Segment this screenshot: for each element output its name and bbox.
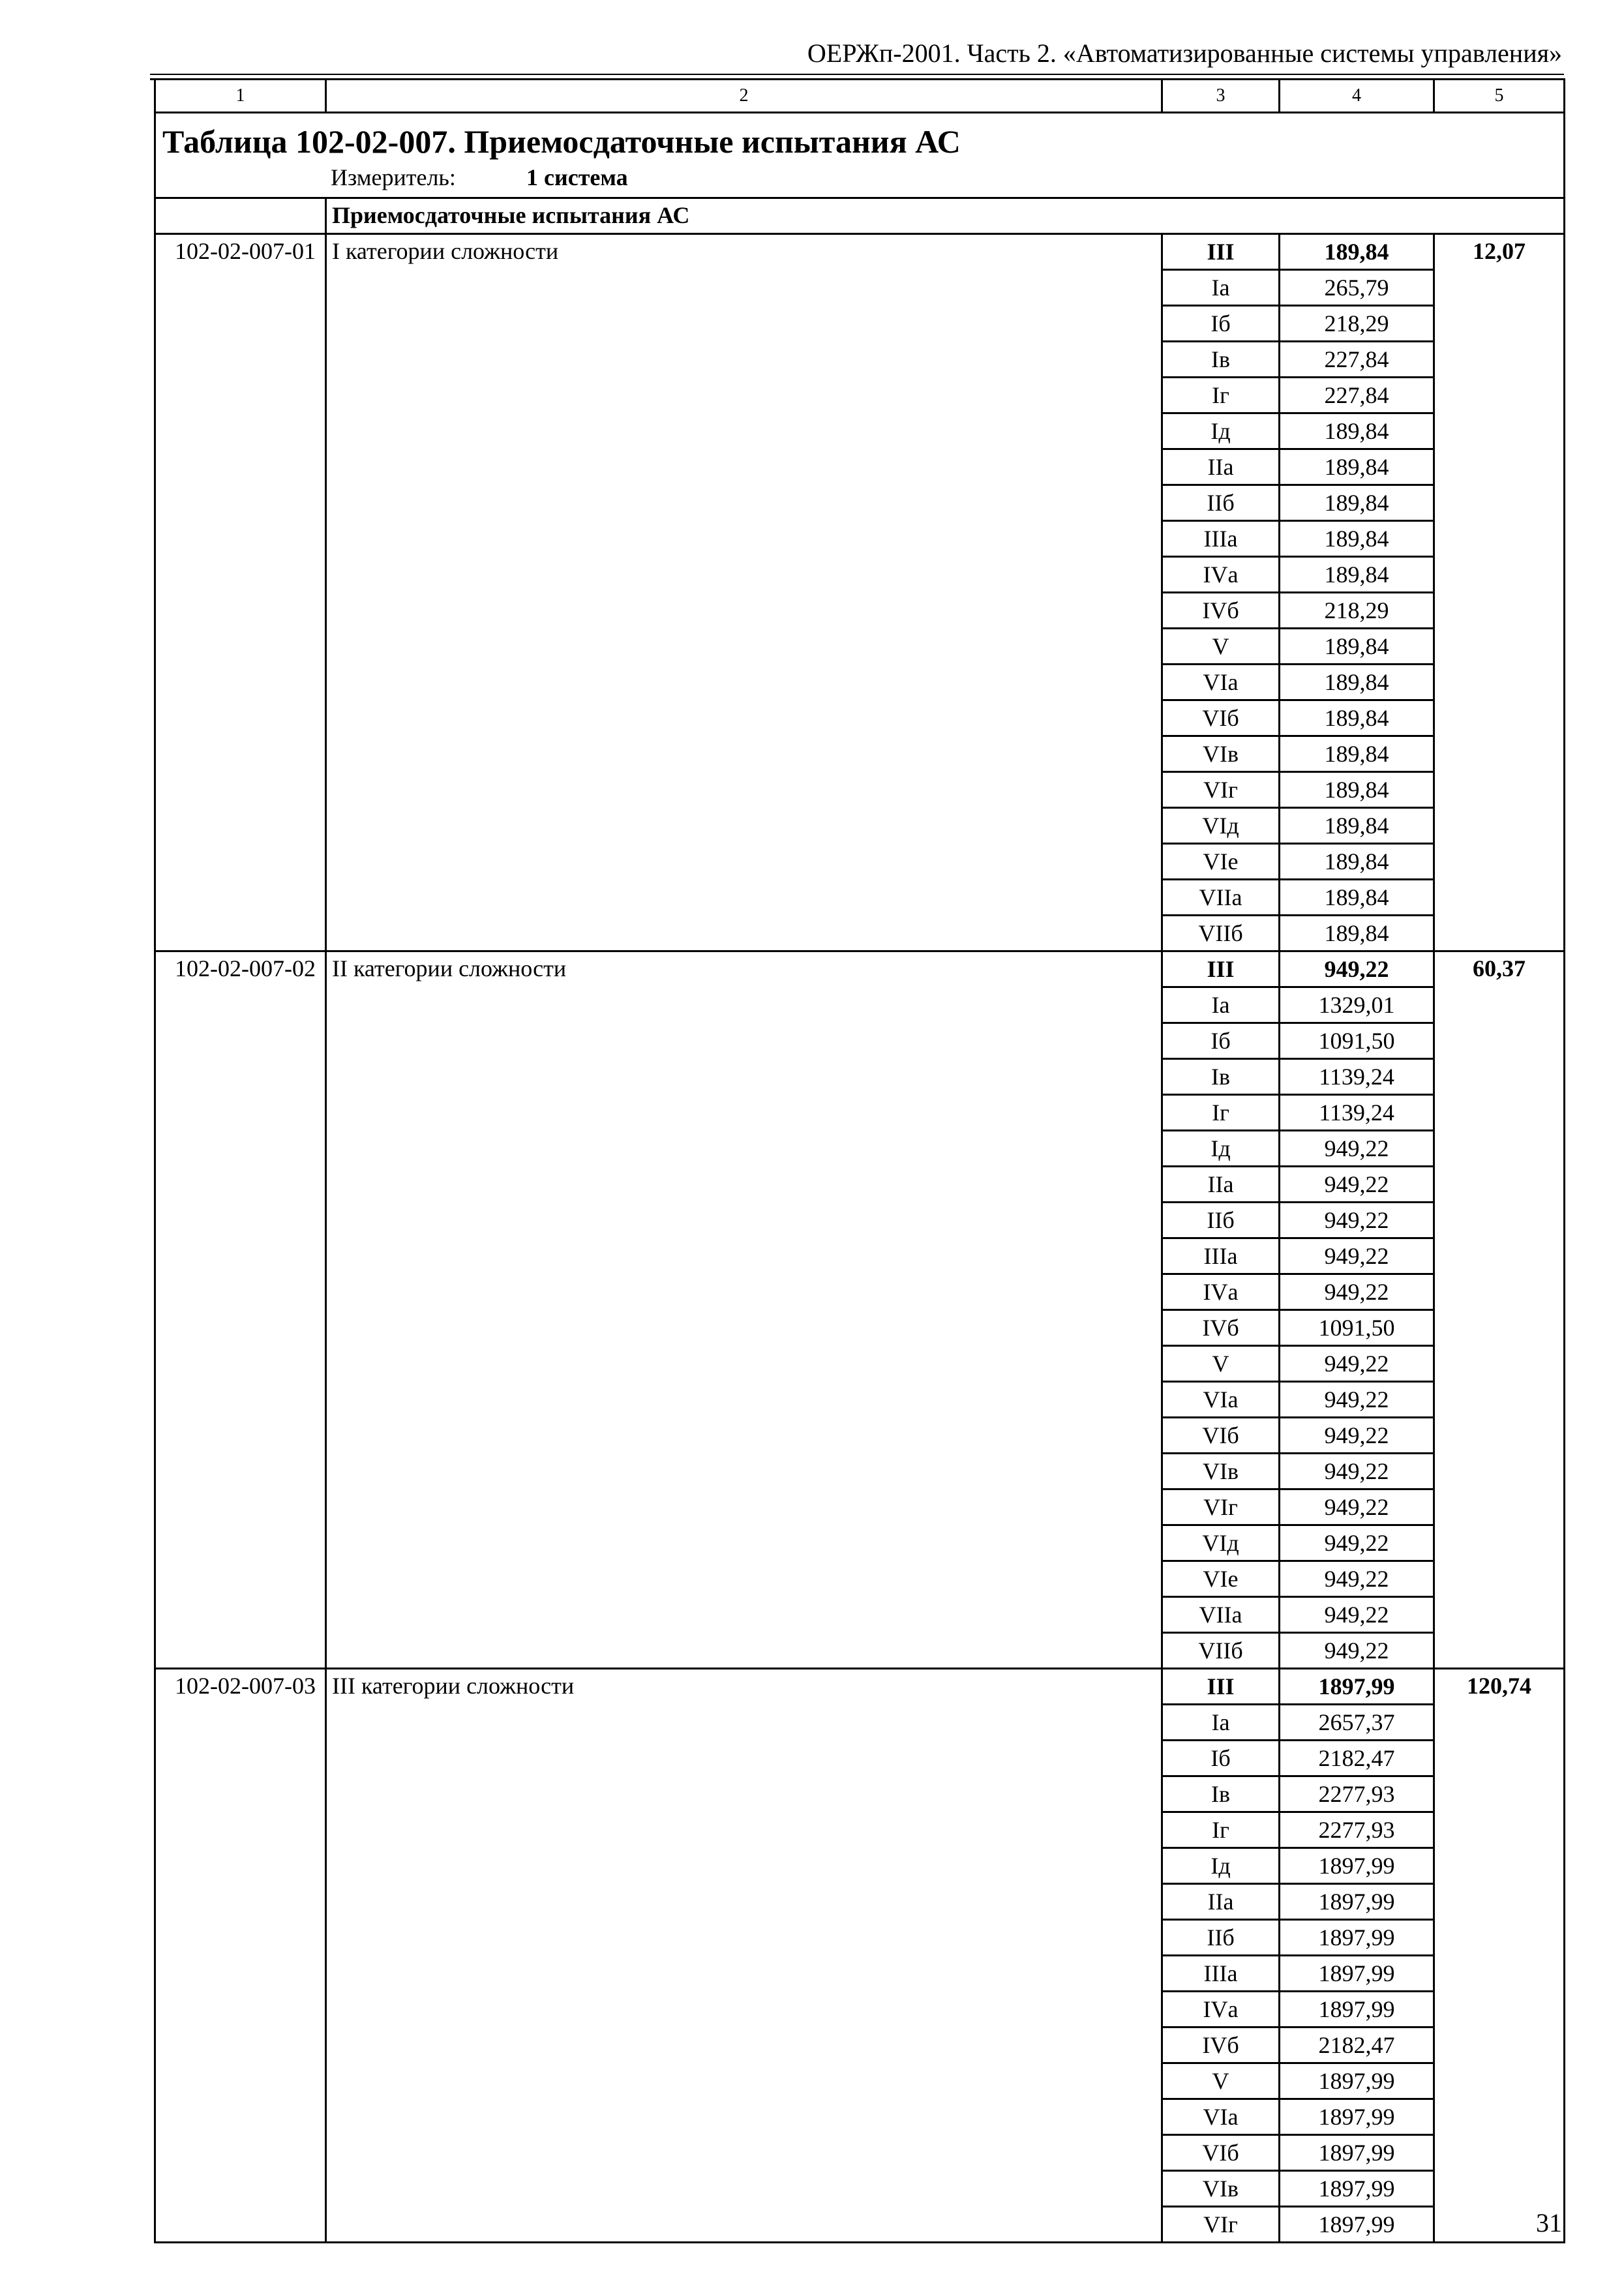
- zone-cell: VIв: [1162, 736, 1280, 772]
- running-header: ОЕРЖп-2001. Часть 2. «Автоматизированные системы управления»: [807, 38, 1562, 68]
- zone-cell: Iг: [1162, 1095, 1280, 1131]
- value-cell: 189,84: [1280, 413, 1434, 449]
- zone-cell: VIа: [1162, 665, 1280, 700]
- header-rule: [150, 74, 1564, 75]
- value-cell: 1091,50: [1280, 1023, 1434, 1059]
- value-cell: 2277,93: [1280, 1812, 1434, 1848]
- value-cell: 227,84: [1280, 342, 1434, 378]
- zone-cell: IIа: [1162, 1884, 1280, 1920]
- zone-cell: IIIа: [1162, 1238, 1280, 1274]
- value-cell: 1329,01: [1280, 987, 1434, 1023]
- value-cell: 949,22: [1280, 1382, 1434, 1418]
- zone-cell: VIб: [1162, 2135, 1280, 2171]
- column-number: 4: [1280, 80, 1434, 113]
- zone-cell: IIа: [1162, 1167, 1280, 1203]
- value-cell: 189,84: [1280, 700, 1434, 736]
- zone-cell: VIв: [1162, 1454, 1280, 1489]
- value-cell: 1091,50: [1280, 1310, 1434, 1346]
- zone-cell: V: [1162, 629, 1280, 665]
- value-cell: 1897,99: [1280, 1884, 1434, 1920]
- zone-cell: VIа: [1162, 2099, 1280, 2135]
- zone-cell: Iг: [1162, 378, 1280, 413]
- column-number: 5: [1434, 80, 1565, 113]
- section-row: [155, 198, 1565, 234]
- zone-cell: V: [1162, 2063, 1280, 2099]
- value-cell: 949,22: [1280, 1597, 1434, 1633]
- zone-cell: Iв: [1162, 1059, 1280, 1095]
- value-cell: 1897,99: [1280, 1956, 1434, 1992]
- value-cell: 227,84: [1280, 378, 1434, 413]
- value-cell: 949,22: [1280, 1454, 1434, 1489]
- zone-cell: VIг: [1162, 772, 1280, 808]
- zone-cell: VIб: [1162, 700, 1280, 736]
- value-cell: 218,29: [1280, 306, 1434, 342]
- zone-cell: V: [1162, 1346, 1280, 1382]
- value-cell: 949,22: [1280, 1346, 1434, 1382]
- item-name: I категории сложности: [326, 234, 1162, 951]
- section-title: Приемосдаточные испытания АС: [326, 198, 1565, 234]
- value-cell: 189,84: [1280, 772, 1434, 808]
- section-blank-cell: [155, 198, 326, 234]
- value-cell: 949,22: [1280, 1418, 1434, 1454]
- zone-cell: VIIа: [1162, 880, 1280, 916]
- item-total: 12,07: [1434, 234, 1565, 951]
- value-cell: 1897,99: [1280, 2135, 1434, 2171]
- value-cell: 1897,99: [1280, 2063, 1434, 2099]
- value-cell: 949,22: [1280, 1561, 1434, 1597]
- value-cell: 265,79: [1280, 270, 1434, 306]
- item-total: 60,37: [1434, 951, 1565, 1669]
- value-cell: 1897,99: [1280, 2207, 1434, 2243]
- item-name: II категории сложности: [326, 951, 1162, 1669]
- zone-cell: VIг: [1162, 1489, 1280, 1525]
- zone-cell: Iб: [1162, 306, 1280, 342]
- value-cell: 1897,99: [1280, 1920, 1434, 1956]
- zone-cell: IVа: [1162, 1274, 1280, 1310]
- value-cell: 189,84: [1280, 557, 1434, 593]
- value-cell: 2182,47: [1280, 2027, 1434, 2063]
- measure-label: Измеритель:: [331, 164, 456, 190]
- zone-cell: IVа: [1162, 557, 1280, 593]
- zone-cell: IIб: [1162, 1203, 1280, 1238]
- value-cell: 1897,99: [1280, 1992, 1434, 2027]
- value-cell: 949,22: [1280, 1633, 1434, 1669]
- zone-cell: VIIб: [1162, 1633, 1280, 1669]
- value-cell: 2182,47: [1280, 1741, 1434, 1776]
- value-cell: 2277,93: [1280, 1776, 1434, 1812]
- zone-cell: III: [1162, 234, 1280, 270]
- value-cell: 189,84: [1280, 449, 1434, 485]
- page-number: 31: [1536, 2208, 1562, 2237]
- zone-cell: Iв: [1162, 342, 1280, 378]
- zone-cell: VIIа: [1162, 1597, 1280, 1633]
- value-cell: 949,22: [1280, 1238, 1434, 1274]
- zone-cell: Iа: [1162, 987, 1280, 1023]
- zone-cell: VIе: [1162, 1561, 1280, 1597]
- zone-cell: VIг: [1162, 2207, 1280, 2243]
- value-cell: 1897,99: [1280, 2099, 1434, 2135]
- table-row: [155, 951, 1565, 987]
- value-cell: 189,84: [1280, 485, 1434, 521]
- zone-cell: Iд: [1162, 1131, 1280, 1167]
- zone-cell: VIб: [1162, 1418, 1280, 1454]
- value-cell: 949,22: [1280, 1489, 1434, 1525]
- item-code: 102-02-007-03: [155, 1669, 326, 2243]
- value-cell: 189,84: [1280, 736, 1434, 772]
- zone-cell: IIб: [1162, 485, 1280, 521]
- zone-cell: III: [1162, 1669, 1280, 1705]
- value-cell: 189,84: [1280, 521, 1434, 557]
- zone-cell: VIIб: [1162, 916, 1280, 951]
- value-cell: 949,22: [1280, 1525, 1434, 1561]
- table-title-row: [155, 113, 1565, 198]
- price-table: [154, 78, 1565, 2243]
- zone-cell: IIIа: [1162, 1956, 1280, 1992]
- zone-cell: Iа: [1162, 270, 1280, 306]
- table-title-cell: [155, 113, 1565, 198]
- value-cell: 189,84: [1280, 916, 1434, 951]
- zone-cell: IVб: [1162, 2027, 1280, 2063]
- zone-cell: IIб: [1162, 1920, 1280, 1956]
- zone-cell: Iг: [1162, 1812, 1280, 1848]
- value-cell: 949,22: [1280, 1167, 1434, 1203]
- item-name: III категории сложности: [326, 1669, 1162, 2243]
- column-number: 1: [155, 80, 326, 113]
- zone-cell: III: [1162, 951, 1280, 987]
- measure-line: [156, 162, 1563, 197]
- value-cell: 189,84: [1280, 880, 1434, 916]
- zone-cell: Iб: [1162, 1023, 1280, 1059]
- zone-cell: Iв: [1162, 1776, 1280, 1812]
- value-cell: 1897,99: [1280, 1848, 1434, 1884]
- column-number: 3: [1162, 80, 1280, 113]
- zone-cell: Iа: [1162, 1705, 1280, 1741]
- value-cell: 949,22: [1280, 1131, 1434, 1167]
- zone-cell: IIIа: [1162, 521, 1280, 557]
- table-row: [155, 234, 1565, 270]
- zone-cell: Iб: [1162, 1741, 1280, 1776]
- table-title: Таблица 102-02-007. Приемосдаточные испытания АС: [162, 123, 961, 160]
- zone-cell: IVа: [1162, 1992, 1280, 2027]
- zone-cell: IIа: [1162, 449, 1280, 485]
- value-cell: 1897,99: [1280, 1669, 1434, 1705]
- value-cell: 189,84: [1280, 844, 1434, 880]
- value-cell: 189,84: [1280, 665, 1434, 700]
- column-number: 2: [326, 80, 1162, 113]
- zone-cell: Iд: [1162, 1848, 1280, 1884]
- zone-cell: IVб: [1162, 593, 1280, 629]
- zone-cell: VIа: [1162, 1382, 1280, 1418]
- value-cell: 1897,99: [1280, 2171, 1434, 2207]
- zone-cell: IVб: [1162, 1310, 1280, 1346]
- value-cell: 218,29: [1280, 593, 1434, 629]
- zone-cell: VIв: [1162, 2171, 1280, 2207]
- value-cell: 949,22: [1280, 1203, 1434, 1238]
- zone-cell: VIд: [1162, 1525, 1280, 1561]
- value-cell: 2657,37: [1280, 1705, 1434, 1741]
- value-cell: 949,22: [1280, 1274, 1434, 1310]
- zone-cell: Iд: [1162, 413, 1280, 449]
- item-code: 102-02-007-02: [155, 951, 326, 1669]
- value-cell: 189,84: [1280, 629, 1434, 665]
- value-cell: 189,84: [1280, 234, 1434, 270]
- table-row: [155, 1669, 1565, 1705]
- zone-cell: VIд: [1162, 808, 1280, 844]
- value-cell: 949,22: [1280, 951, 1434, 987]
- value-cell: 1139,24: [1280, 1059, 1434, 1095]
- column-number-row: [155, 80, 1565, 113]
- item-total: 120,74: [1434, 1669, 1565, 2243]
- zone-cell: VIе: [1162, 844, 1280, 880]
- value-cell: 189,84: [1280, 808, 1434, 844]
- item-code: 102-02-007-01: [155, 234, 326, 951]
- value-cell: 1139,24: [1280, 1095, 1434, 1131]
- measure-value: 1 система: [526, 164, 628, 190]
